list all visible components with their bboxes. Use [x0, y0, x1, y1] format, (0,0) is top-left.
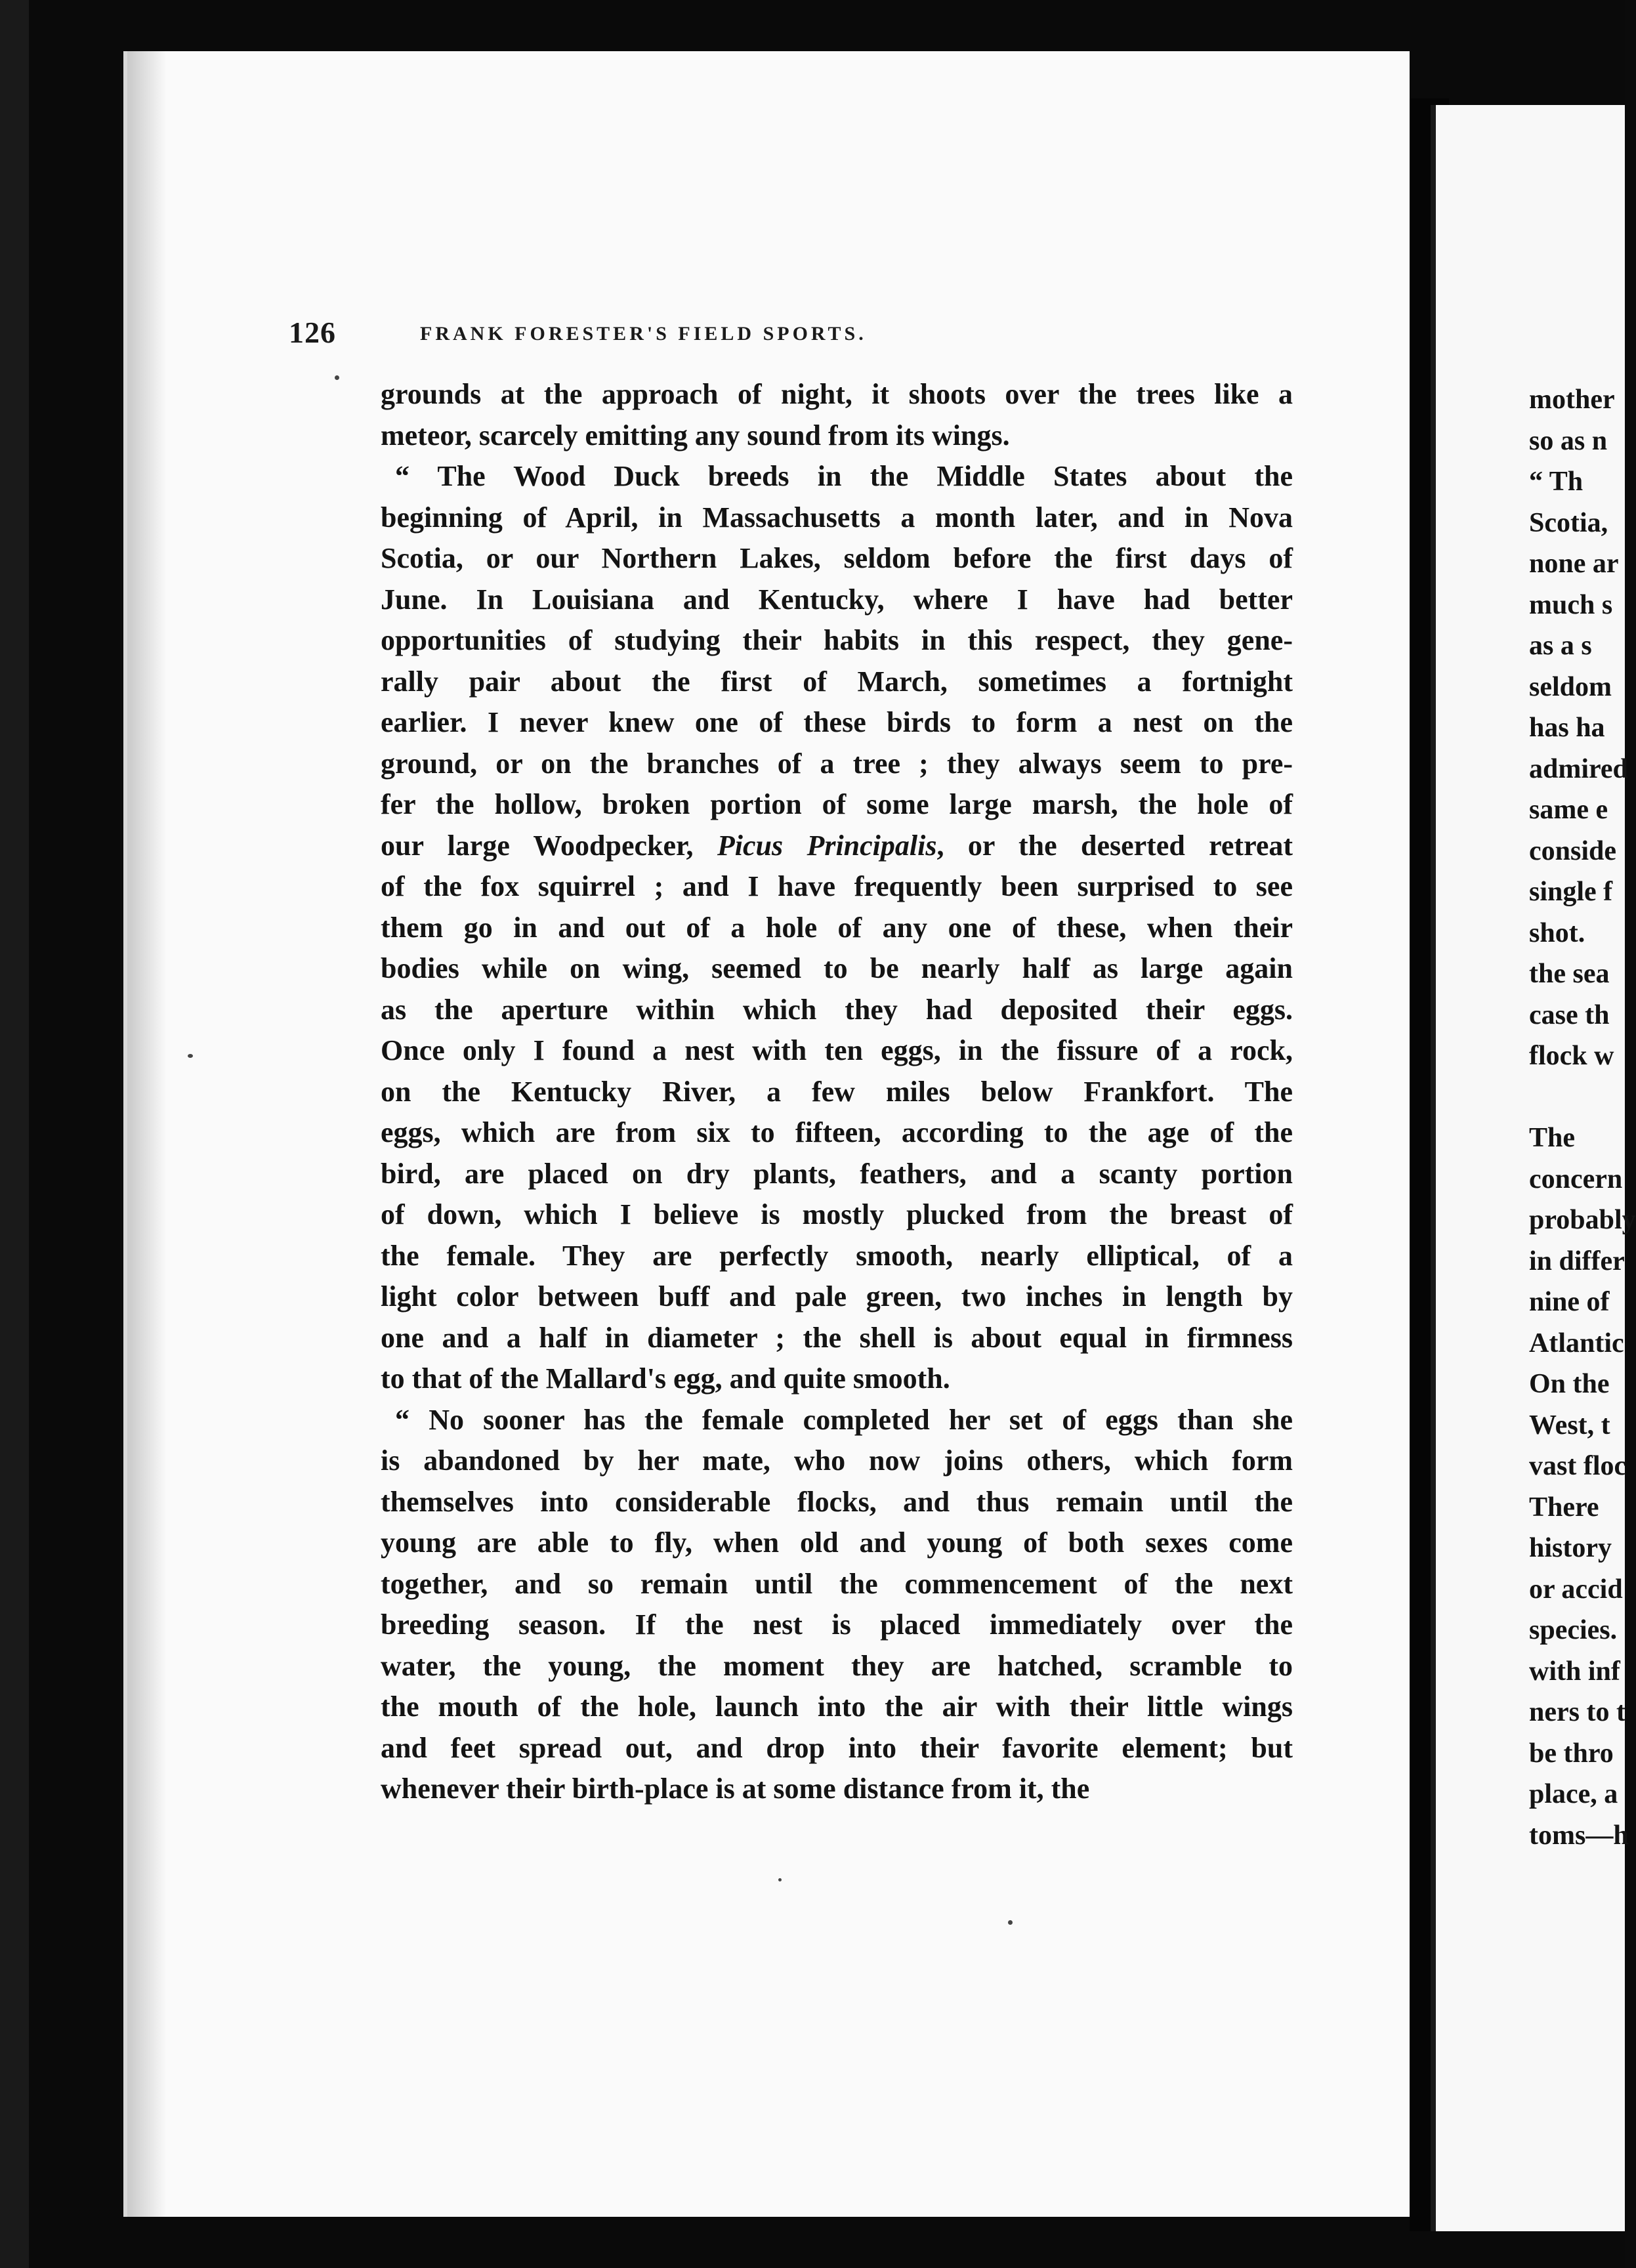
text-line: and feet spread out, and drop into their favorite element; but	[381, 1731, 1293, 1764]
text-line: eggs, which are from six to fifteen, according to the age of the	[381, 1116, 1293, 1148]
text-line: grounds at the approach of night, it shoots over the trees like a	[381, 378, 1293, 410]
scan-border	[0, 0, 29, 2268]
right-page-line: so as n	[1529, 425, 1608, 456]
text-line: bodies while on wing, seemed to be nearly half as large again	[381, 952, 1293, 984]
right-page-line: Atlantic	[1529, 1328, 1624, 1358]
right-page-line: none ar	[1529, 549, 1619, 579]
text-line: young are able to fly, when old and young of both sexes come	[381, 1526, 1293, 1559]
text-line: “ The Wood Duck breeds in the Middle States about the	[395, 460, 1293, 492]
text-line: to that of the Mallard's egg, and quite smooth.	[381, 1362, 950, 1395]
right-page-line: nine of	[1529, 1287, 1610, 1317]
right-page-line: history	[1529, 1533, 1612, 1563]
text-line: our large Woodpecker, Picus Principalis, or the deserted retreat	[381, 829, 1293, 862]
right-page-line: has ha	[1529, 713, 1605, 743]
text-line: them go in and out of a hole of any one of these, when their	[381, 911, 1293, 944]
text-line: breeding season. If the nest is placed immediately over the	[381, 1608, 1293, 1641]
text-line: as the aperture within which they had deposited their eggs.	[381, 993, 1293, 1026]
text-line: Once only I found a nest with ten eggs, in the fissure of a rock,	[381, 1034, 1293, 1066]
text-line: of the fox squirrel ; and I have frequently been surprised to see	[381, 870, 1293, 902]
right-page-line: species.	[1529, 1615, 1618, 1645]
text-line: ground, or on the branches of a tree ; they always seem to pre-	[381, 747, 1293, 780]
body-text	[381, 374, 1293, 1810]
right-page-line: ners to t	[1529, 1697, 1626, 1727]
text-line: water, the young, the moment they are hatched, scramble to	[381, 1649, 1293, 1682]
text-line: “ No sooner has the female completed her set of eggs than she	[395, 1403, 1293, 1436]
right-page-text-fragments	[1529, 379, 1636, 1856]
right-page-line: the sea	[1529, 959, 1610, 989]
text-line: the mouth of the hole, launch into the air with their little wings	[381, 1690, 1293, 1723]
right-page-line: or accid	[1529, 1574, 1623, 1605]
text-line: of down, which I believe is mostly plucked from the breast of	[381, 1198, 1293, 1230]
right-page-line: seldom	[1529, 671, 1612, 702]
text-line: June. In Louisiana and Kentucky, where I have had better	[381, 583, 1293, 616]
text-line: meteor, scarcely emitting any sound from its wings.	[381, 419, 1010, 452]
right-page-line: in differ	[1529, 1246, 1625, 1276]
right-page-line: case th	[1529, 999, 1610, 1030]
right-page-line: be thro	[1529, 1738, 1614, 1769]
text-line: on the Kentucky River, a few miles below Frankfort. The	[381, 1075, 1293, 1108]
right-page-line: concern	[1529, 1164, 1623, 1194]
text-line: bird, are placed on dry plants, feathers, and a scanty portion	[381, 1157, 1293, 1190]
right-page-line: West, t	[1529, 1410, 1610, 1440]
running-title: FRANK FORESTER'S FIELD SPORTS.	[420, 323, 867, 345]
right-page-line: vast floc	[1529, 1451, 1627, 1481]
section-gap	[1529, 1077, 1625, 1118]
right-page-line: conside	[1529, 835, 1617, 866]
right-page-line: flock w	[1529, 1041, 1614, 1071]
right-page-line: much s	[1529, 589, 1613, 620]
scan-speck	[778, 1878, 782, 1881]
right-page-line: as a s	[1529, 631, 1592, 661]
text-line: is abandoned by her mate, who now joins others, which form	[381, 1444, 1293, 1477]
right-page-line: admired	[1529, 753, 1628, 784]
right-page-line: There	[1529, 1492, 1599, 1522]
right-page-line: same e	[1529, 795, 1608, 825]
text-line: together, and so remain until the commencement of the next	[381, 1567, 1293, 1600]
text-line: rally pair about the first of March, sometimes a fortnight	[381, 665, 1293, 698]
text-line: whenever their birth-place is at some distance from it, the	[381, 1773, 1090, 1805]
page-number: 126	[289, 316, 336, 349]
right-page-line: single f	[1529, 877, 1613, 907]
right-page-line: The	[1529, 1123, 1576, 1153]
right-page-line: “ Th	[1529, 467, 1584, 497]
text-line: Scotia, or our Northern Lakes, seldom before the first days of	[381, 542, 1293, 574]
right-page-line: mother	[1529, 385, 1615, 415]
right-page-line: shot.	[1529, 917, 1585, 948]
right-page-line: place, a	[1529, 1779, 1618, 1809]
right-page-line: probably	[1529, 1205, 1636, 1235]
text-line: themselves into considerable flocks, and thus remain until the	[381, 1485, 1293, 1518]
right-page-line: On the	[1529, 1369, 1610, 1399]
text-line: earlier. I never knew one of these birds to form a nest on the	[381, 706, 1293, 738]
text-line: light color between buff and pale green, two inches in length by	[381, 1280, 1293, 1312]
right-page-line: toms—h	[1529, 1820, 1629, 1851]
scan-speck	[1008, 1920, 1013, 1925]
text-line: opportunities of studying their habits in this respect, they gene-	[381, 624, 1293, 656]
page-edge-shadow	[127, 51, 167, 2217]
right-page-line: with inf	[1529, 1656, 1620, 1687]
text-line: one and a half in diameter ; the shell is about equal in firmness	[381, 1321, 1293, 1354]
running-head	[289, 315, 1312, 354]
right-page-line: Scotia,	[1529, 507, 1608, 538]
text-line: beginning of April, in Massachusetts a month later, and in Nova	[381, 501, 1293, 534]
scan-speck	[188, 1054, 193, 1058]
text-line: fer the hollow, broken portion of some large marsh, the hole of	[381, 788, 1293, 820]
scan-speck	[335, 375, 339, 380]
text-line: the female. They are perfectly smooth, nearly elliptical, of a	[381, 1239, 1293, 1272]
italic-species-name: Picus Principalis	[717, 829, 937, 862]
